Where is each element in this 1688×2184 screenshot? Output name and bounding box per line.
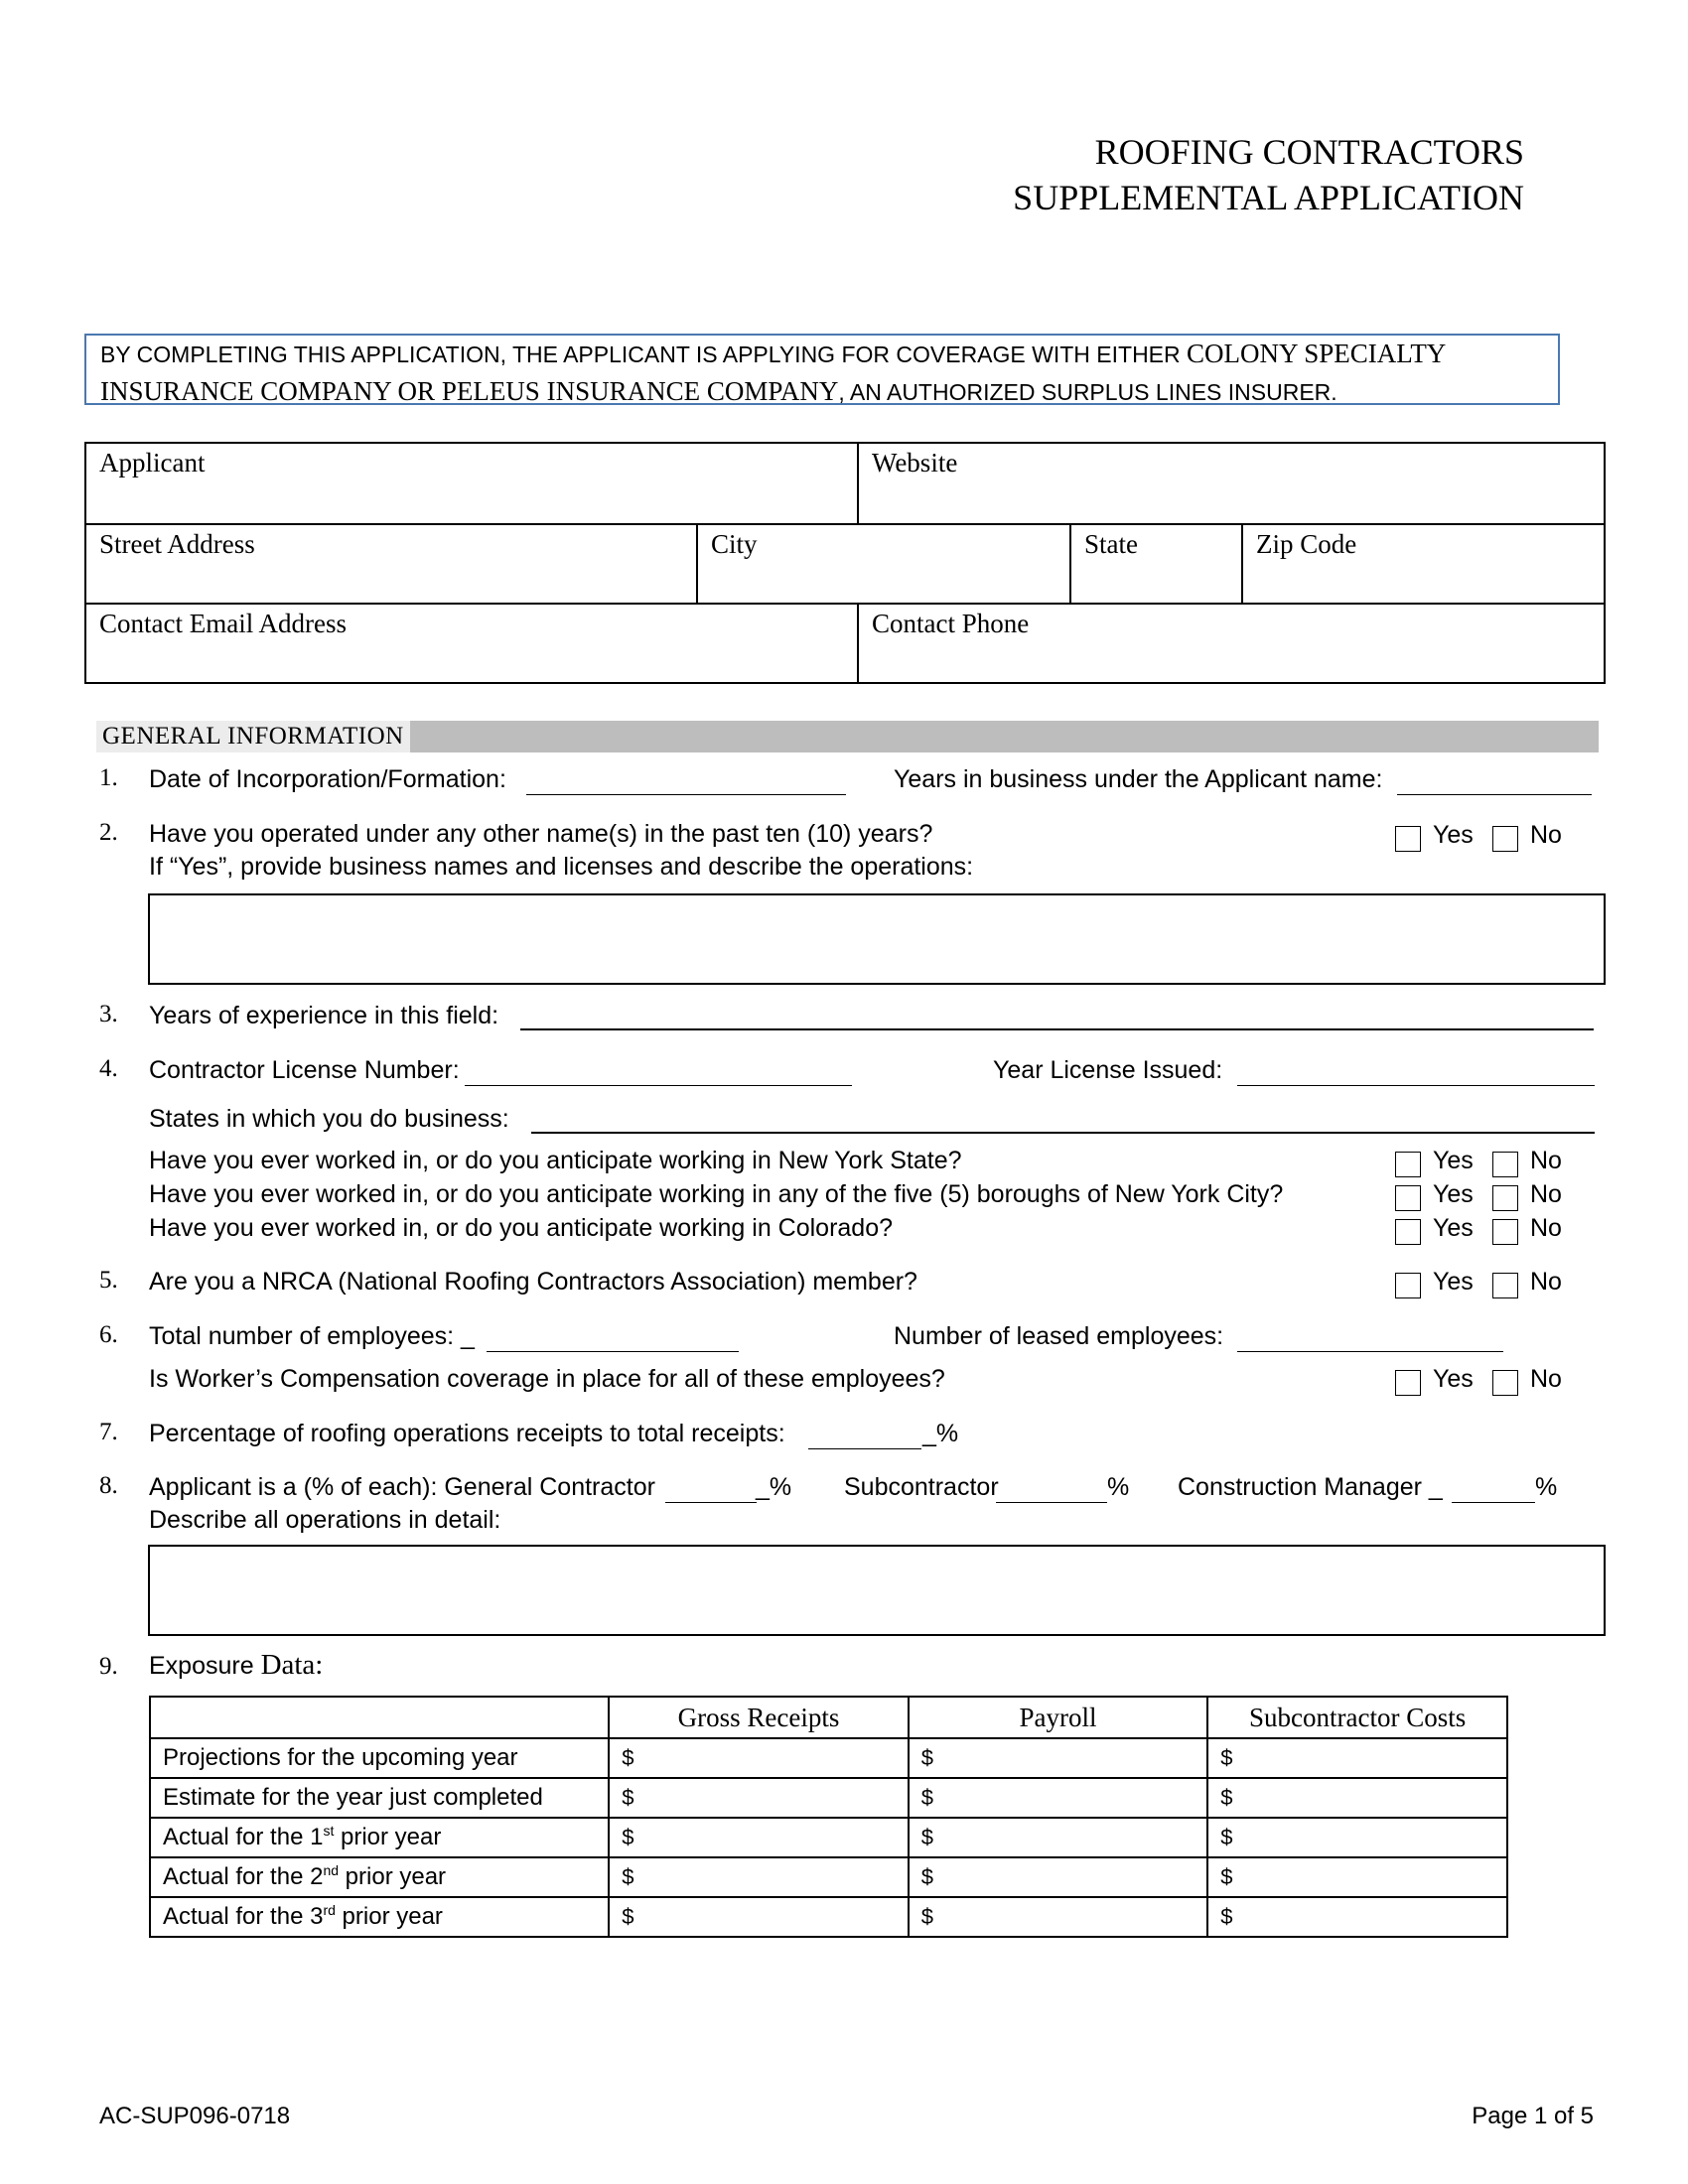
q4-license-number-label: Contractor License Number: (149, 1056, 460, 1084)
currency-symbol: $ (1220, 1864, 1233, 1889)
gross-receipts-input[interactable] (609, 1738, 909, 1778)
gross-receipts-input[interactable] (609, 1857, 909, 1897)
website-field[interactable] (859, 444, 1604, 523)
q8-gc-percent: _% (756, 1473, 792, 1501)
q8-cm-percent: % (1535, 1473, 1558, 1501)
row-label-text: Actual for the 2 (163, 1863, 324, 1890)
contact-email-field[interactable] (86, 605, 857, 682)
yes-label: Yes (1433, 1147, 1474, 1174)
q8-construction-manager-label: Construction Manager _ (1178, 1473, 1443, 1501)
q6-employees-input[interactable] (487, 1351, 739, 1352)
q4-nyc-boroughs-label: Have you ever worked in, or do you anticipate working in any of the five (5) boroughs of New York City? (149, 1180, 1284, 1208)
no-label: No (1530, 1268, 1562, 1296)
row-label (150, 1897, 609, 1937)
table-header-payroll: Payroll (909, 1697, 1208, 1738)
payroll-input[interactable] (909, 1897, 1208, 1937)
payroll-input[interactable] (909, 1778, 1208, 1818)
city-field[interactable] (698, 525, 1069, 603)
payroll-input[interactable] (909, 1857, 1208, 1897)
yes-label: Yes (1433, 1365, 1474, 1393)
row-label-suffix: prior year (339, 1863, 447, 1890)
coverage-notice (84, 334, 1560, 405)
q9-data-word: Data: (260, 1649, 324, 1681)
q3-experience-input[interactable] (520, 1028, 1594, 1030)
row-label (150, 1738, 609, 1778)
currency-symbol: $ (1220, 1904, 1233, 1929)
contact-email-label: Contact Email Address (99, 609, 347, 638)
yes-label: Yes (1433, 1214, 1474, 1242)
street-address-label: Street Address (99, 529, 255, 559)
q6-wc-no-checkbox[interactable] (1492, 1370, 1518, 1396)
q6-leased-label: Number of leased employees: (894, 1322, 1224, 1350)
subcontractor-costs-input[interactable] (1207, 1897, 1507, 1937)
table-row (150, 1778, 1507, 1818)
row-label-ordinal: rd (323, 1902, 336, 1918)
currency-symbol: $ (622, 1785, 634, 1810)
q2-no-checkbox[interactable] (1492, 826, 1518, 852)
q4-year-issued-input[interactable] (1237, 1085, 1595, 1086)
question-number: 6. (99, 1321, 118, 1348)
q4-co-no-checkbox[interactable] (1492, 1219, 1518, 1245)
table-row (150, 1897, 1507, 1937)
q4-states-input[interactable] (531, 1132, 1595, 1134)
subcontractor-costs-input[interactable] (1207, 1738, 1507, 1778)
row-label-ordinal: st (323, 1823, 335, 1839)
q1-incorporation-label: Date of Incorporation/Formation: (149, 765, 506, 793)
table-row (150, 1857, 1507, 1897)
section-header-general-information: GENERAL INFORMATION (96, 721, 410, 752)
q4-colorado-label: Have you ever worked in, or do you anticipate working in Colorado? (149, 1214, 894, 1242)
applicant-field[interactable] (86, 444, 857, 523)
q4-year-issued-label: Year License Issued: (993, 1056, 1223, 1084)
state-field[interactable] (1071, 525, 1241, 603)
table-row (150, 1818, 1507, 1857)
q5-nrca-label: Are you a NRCA (National Roofing Contractors Association) member? (149, 1268, 917, 1296)
q6-employees-label: Total number of employees: _ (149, 1322, 475, 1350)
q4-states-label: States in which you do business: (149, 1105, 509, 1133)
question-number: 7. (99, 1419, 118, 1445)
table-header-subcontractor-costs: Subcontractor Costs (1207, 1697, 1507, 1738)
table-row (150, 1738, 1507, 1778)
no-label: No (1530, 1365, 1562, 1393)
row-label-suffix: prior year (334, 1824, 442, 1850)
currency-symbol: $ (622, 1904, 634, 1929)
question-number: 4. (99, 1055, 118, 1082)
q4-ny-yes-checkbox[interactable] (1395, 1152, 1421, 1177)
payroll-input[interactable] (909, 1818, 1208, 1857)
q7-roofing-percentage-label: Percentage of roofing operations receipts to total receipts: (149, 1420, 785, 1447)
yes-label: Yes (1433, 821, 1474, 849)
question-number: 5. (99, 1267, 118, 1294)
form-title-line2: SUPPLEMENTAL APPLICATION (1013, 178, 1524, 217)
row-label (150, 1818, 609, 1857)
gross-receipts-input[interactable] (609, 1897, 909, 1937)
q1-years-label: Years in business under the Applicant name: (894, 765, 1383, 793)
form-title (1013, 129, 1524, 220)
q5-yes-checkbox[interactable] (1395, 1273, 1421, 1298)
q8-construction-manager-input[interactable] (1452, 1502, 1535, 1503)
q8-general-contractor-label: Applicant is a (% of each): General Contractor (149, 1473, 655, 1501)
no-label: No (1530, 1147, 1562, 1174)
currency-symbol: $ (920, 1785, 934, 1810)
question-number: 3. (99, 1001, 118, 1027)
currency-symbol: $ (920, 1825, 934, 1849)
q8-sub-percent: % (1107, 1473, 1130, 1501)
form-title-line1: ROOFING CONTRACTORS (1094, 132, 1524, 172)
city-label: City (711, 529, 758, 559)
q6-leased-input[interactable] (1237, 1351, 1503, 1352)
q2-operations-textbox[interactable] (148, 893, 1606, 985)
currency-symbol: $ (920, 1745, 934, 1770)
page-number: Page 1 of 5 (1472, 2103, 1594, 2129)
q2-other-names-label: Have you operated under any other name(s) in the past ten (10) years? (149, 820, 933, 848)
q6-wc-yes-checkbox[interactable] (1395, 1370, 1421, 1396)
notice-insurers: COLONY SPECIALTY INSURANCE COMPANY OR PELEUS INSURANCE COMPANY (100, 339, 1446, 406)
currency-symbol: $ (920, 1864, 934, 1889)
currency-symbol: $ (622, 1745, 634, 1770)
website-label: Website (872, 448, 958, 478)
q4-new-york-state-label: Have you ever worked in, or do you anticipate working in New York State? (149, 1147, 962, 1174)
notice-text-part3: , AN AUTHORIZED SURPLUS LINES INSURER. (838, 379, 1337, 405)
row-label (150, 1778, 609, 1818)
q1-years-input[interactable] (1397, 794, 1592, 795)
applicant-info-table (84, 442, 1606, 684)
yes-label: Yes (1433, 1180, 1474, 1208)
no-label: No (1530, 821, 1562, 849)
currency-symbol: $ (1220, 1785, 1233, 1810)
no-label: No (1530, 1180, 1562, 1208)
exposure-data-table (149, 1696, 1508, 1938)
zip-code-field[interactable] (1243, 525, 1604, 603)
q7-roofing-percentage-input[interactable] (808, 1448, 921, 1449)
payroll-input[interactable] (909, 1738, 1208, 1778)
q9-exposure-label (149, 1648, 323, 1684)
currency-symbol: $ (920, 1904, 934, 1929)
q3-experience-label: Years of experience in this field: (149, 1002, 499, 1029)
question-number: 8. (99, 1472, 118, 1499)
q6-workers-comp-label: Is Worker’s Compensation coverage in place for all of these employees? (149, 1365, 945, 1393)
table-header-gross-receipts: Gross Receipts (609, 1697, 909, 1738)
applicant-label: Applicant (99, 448, 206, 478)
contact-phone-field[interactable] (859, 605, 1604, 682)
row-label-text: Estimate for the year just completed (163, 1784, 543, 1811)
state-label: State (1084, 529, 1138, 559)
yes-label: Yes (1433, 1268, 1474, 1296)
street-address-field[interactable] (86, 525, 696, 603)
q9-exposure-word: Exposure (149, 1652, 261, 1680)
row-label-text: Actual for the 1 (163, 1824, 324, 1850)
notice-text-part1: BY COMPLETING THIS APPLICATION, THE APPLICANT IS APPLYING FOR COVERAGE WITH EITHER (100, 341, 1188, 367)
zip-code-label: Zip Code (1256, 529, 1357, 559)
form-id: AC-SUP096-0718 (99, 2103, 291, 2129)
q4-nyc-no-checkbox[interactable] (1492, 1185, 1518, 1211)
q4-ny-no-checkbox[interactable] (1492, 1152, 1518, 1177)
q8-subcontractor-label: Subcontractor (844, 1473, 999, 1501)
contact-phone-label: Contact Phone (872, 609, 1030, 638)
currency-symbol: $ (1220, 1825, 1233, 1849)
question-number: 1. (99, 764, 118, 791)
gross-receipts-input[interactable] (609, 1778, 909, 1818)
question-number: 2. (99, 819, 118, 846)
q4-license-number-input[interactable] (465, 1085, 852, 1086)
q1-incorporation-input[interactable] (526, 794, 846, 795)
currency-symbol: $ (622, 1864, 634, 1889)
q2-sub-label: If “Yes”, provide business names and licenses and describe the operations: (149, 853, 974, 881)
q2-yes-checkbox[interactable] (1395, 826, 1421, 852)
row-label-text: Actual for the 3 (163, 1903, 324, 1930)
table-header-row (150, 1697, 1507, 1738)
q5-no-checkbox[interactable] (1492, 1273, 1518, 1298)
q8-subcontractor-input[interactable] (996, 1502, 1107, 1503)
row-label-ordinal: nd (323, 1862, 340, 1878)
subcontractor-costs-input[interactable] (1207, 1857, 1507, 1897)
subcontractor-costs-input[interactable] (1207, 1818, 1507, 1857)
currency-symbol: $ (1220, 1745, 1233, 1770)
q4-nyc-yes-checkbox[interactable] (1395, 1185, 1421, 1211)
question-number: 9. (99, 1653, 118, 1680)
table-header-blank (150, 1697, 609, 1738)
q4-co-yes-checkbox[interactable] (1395, 1219, 1421, 1245)
row-label (150, 1857, 609, 1897)
no-label: No (1530, 1214, 1562, 1242)
gross-receipts-input[interactable] (609, 1818, 909, 1857)
currency-symbol: $ (622, 1825, 634, 1849)
row-label-text: Projections for the upcoming year (163, 1744, 518, 1771)
subcontractor-costs-input[interactable] (1207, 1778, 1507, 1818)
row-label-suffix: prior year (335, 1903, 443, 1930)
q7-percent-suffix: _% (922, 1420, 959, 1447)
q8-general-contractor-input[interactable] (665, 1502, 757, 1503)
q8-describe-label: Describe all operations in detail: (149, 1506, 501, 1534)
q8-operations-textbox[interactable] (148, 1545, 1606, 1636)
